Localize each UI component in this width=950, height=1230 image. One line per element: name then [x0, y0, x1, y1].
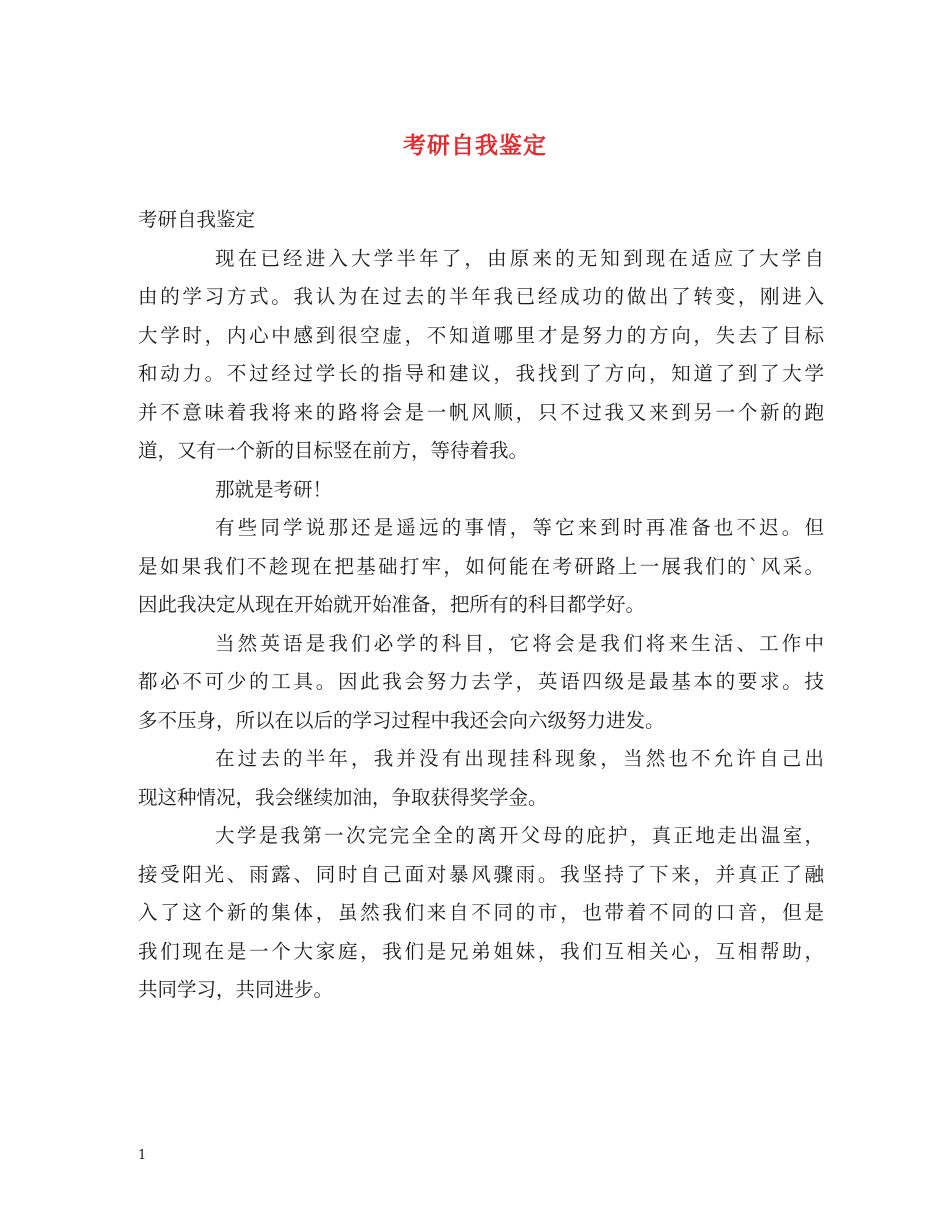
paragraph-4-line-3: 多不压身，所以在以后的学习过程中我还会向六级努力进发。	[138, 708, 665, 732]
paragraph-3-line-2: 是如果我们不趁现在把基础打牢，如何能在考研路上一展我们的`风采。	[138, 554, 824, 578]
paragraph-1-line-1: 现在已经进入大学半年了，由原来的无知到现在适应了大学自	[215, 246, 824, 270]
paragraph-2-line-1: 那就是考研！	[215, 477, 333, 501]
paragraph-1-line-5: 并不意味着我将来的路将会是一帆风顺，只不过我又来到另一个新的跑	[138, 400, 824, 424]
paragraph-1-line-2: 由的学习方式。我认为在过去的半年我已经成功的做出了转变，刚进入	[138, 285, 824, 308]
paragraph-6-line-1: 大学是我第一次完完全全的离开父母的庇护，真正地走出温室，	[215, 824, 824, 847]
paragraph-4-line-2: 都必不可少的工具。因此我会努力去学，英语四级是最基本的要求。技	[138, 670, 824, 693]
paragraph-3-line-3: 因此我决定从现在开始就开始准备，把所有的科目都学好。	[138, 593, 646, 616]
document-body	[138, 201, 824, 1010]
page-number: 1	[138, 1148, 147, 1163]
paragraph-6-line-3: 入了这个新的集体，虽然我们来自不同的市，也带着不同的口音，但是	[138, 901, 824, 924]
paragraph-6-line-4: 我们现在是一个大家庭，我们是兄弟姐妹，我们互相关心，互相帮助，	[138, 939, 824, 963]
paragraph-1-line-6: 道，又有一个新的目标竖在前方，等待着我。	[138, 439, 529, 462]
paragraph-5-line-1: 在过去的半年，我并没有出现挂科现象，当然也不允许自己出	[215, 747, 824, 770]
paragraph-6-line-2: 接受阳光、雨露、同时自己面对暴风骤雨。我坚持了下来，并真正了融	[138, 862, 824, 886]
paragraph-6-line-5: 共同学习，共同进步。	[138, 978, 334, 1001]
paragraph-4-line-1: 当然英语是我们必学的科目，它将会是我们将来生活、工作中	[215, 631, 824, 655]
subtitle-line: 考研自我鉴定	[138, 208, 256, 231]
paragraph-3-line-1: 有些同学说那还是遥远的事情，等它来到时再准备也不迟。但	[215, 516, 824, 539]
document-title: 考研自我鉴定	[403, 132, 547, 159]
paragraph-1-line-3: 大学时，内心中感到很空虚，不知道哪里才是努力的方向，失去了目标	[138, 323, 824, 347]
paragraph-1-line-4: 和动力。不过经过学长的指导和建议，我找到了方向，知道了到了大学	[138, 362, 824, 385]
paragraph-5-line-2: 现这种情况，我会继续加油，争取获得奖学金。	[138, 785, 548, 809]
